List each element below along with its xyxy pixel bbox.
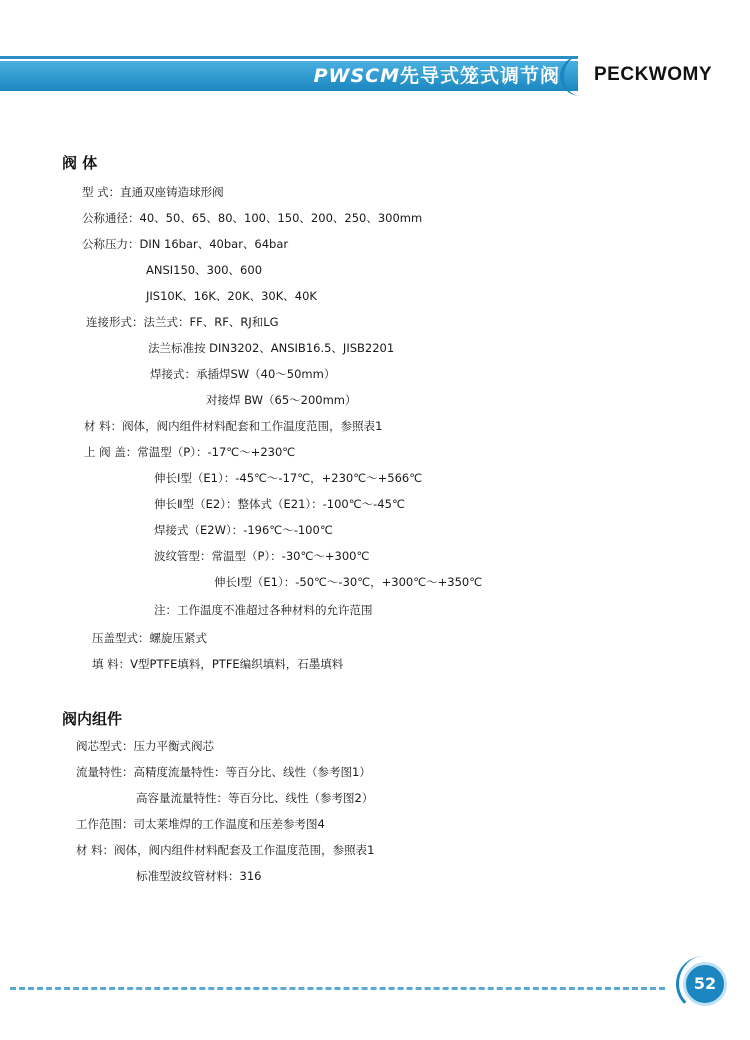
spec-line: 焊接式（E2W）：-196℃～-100℃ <box>154 523 333 537</box>
page-number: 52 <box>683 962 727 1006</box>
spec-line: 型 式：直通双座铸造球形阀 <box>82 185 224 199</box>
spec-line: 公称通径：40、50、65、80、100、150、200、250、300mm <box>82 211 423 225</box>
spec-line: 上 阀 盖：常温型（P）：-17℃～+230℃ <box>84 445 296 459</box>
header-rule <box>0 56 578 59</box>
spec-line: 工作范围：司太莱堆焊的工作温度和压差参考图4 <box>76 817 325 831</box>
spec-line: 伸长Ⅱ型（E2）：整体式（E21）：-100℃～-45℃ <box>154 497 405 511</box>
spec-line: 材 料：阀体，阀内组件材料配套和工作温度范围，参照表1 <box>84 419 383 433</box>
spec-line: 材 料：阀体，阀内组件材料配套及工作温度范围，参照表1 <box>76 843 375 857</box>
spec-line: 填 料：V型PTFE填料，PTFE编织填料，石墨填料 <box>92 657 344 671</box>
spec-line: 焊接式：承插焊SW（40～50mm） <box>150 367 336 381</box>
spec-line: 波纹管型：常温型（P）：-30℃～+300℃ <box>154 549 370 563</box>
footer-dashed-rule <box>10 987 665 990</box>
spec-line: ANSI150、300、600 <box>146 263 263 277</box>
spec-line: 对接焊 BW（65～200mm） <box>206 393 357 407</box>
spec-line: 法兰标准按 DIN3202、ANSIB16.5、JISB2201 <box>148 341 395 355</box>
header-band <box>0 61 578 91</box>
page-title <box>314 61 560 91</box>
spec-line: 标准型波纹管材料：316 <box>136 869 262 883</box>
spec-line: 公称压力：DIN 16bar、40bar、64bar <box>82 237 289 251</box>
spec-note: 注：工作温度不准超过各种材料的允许范围 <box>154 603 373 617</box>
section-title-valve-body: 阀 体 <box>62 154 98 172</box>
section-title-trim: 阀内组件 <box>62 710 123 728</box>
spec-line: 伸长Ⅰ型（E1）：-45℃～-17℃，+230℃～+566℃ <box>154 471 423 485</box>
spec-line: 高容量流量特性：等百分比、线性（参考图2） <box>136 791 374 805</box>
title-model: PWSCM <box>313 65 400 87</box>
spec-line: 流量特性：高精度流量特性：等百分比、线性（参考图1） <box>76 765 371 779</box>
spec-line: 压盖型式：螺旋压紧式 <box>92 631 207 645</box>
spec-line: 阀芯型式：压力平衡式阀芯 <box>76 739 214 753</box>
spec-line: JIS10K、16K、20K、30K、40K <box>146 289 317 303</box>
spec-line: 伸长Ⅰ型（E1）：-50℃～-30℃，+300℃～+350℃ <box>214 575 483 589</box>
spec-line: 连接形式：法兰式：FF、RF、RJ和LG <box>86 315 279 329</box>
brand-logo: PECKWOMY <box>594 64 712 85</box>
title-name: 先导式笼式调节阀 <box>399 65 560 87</box>
